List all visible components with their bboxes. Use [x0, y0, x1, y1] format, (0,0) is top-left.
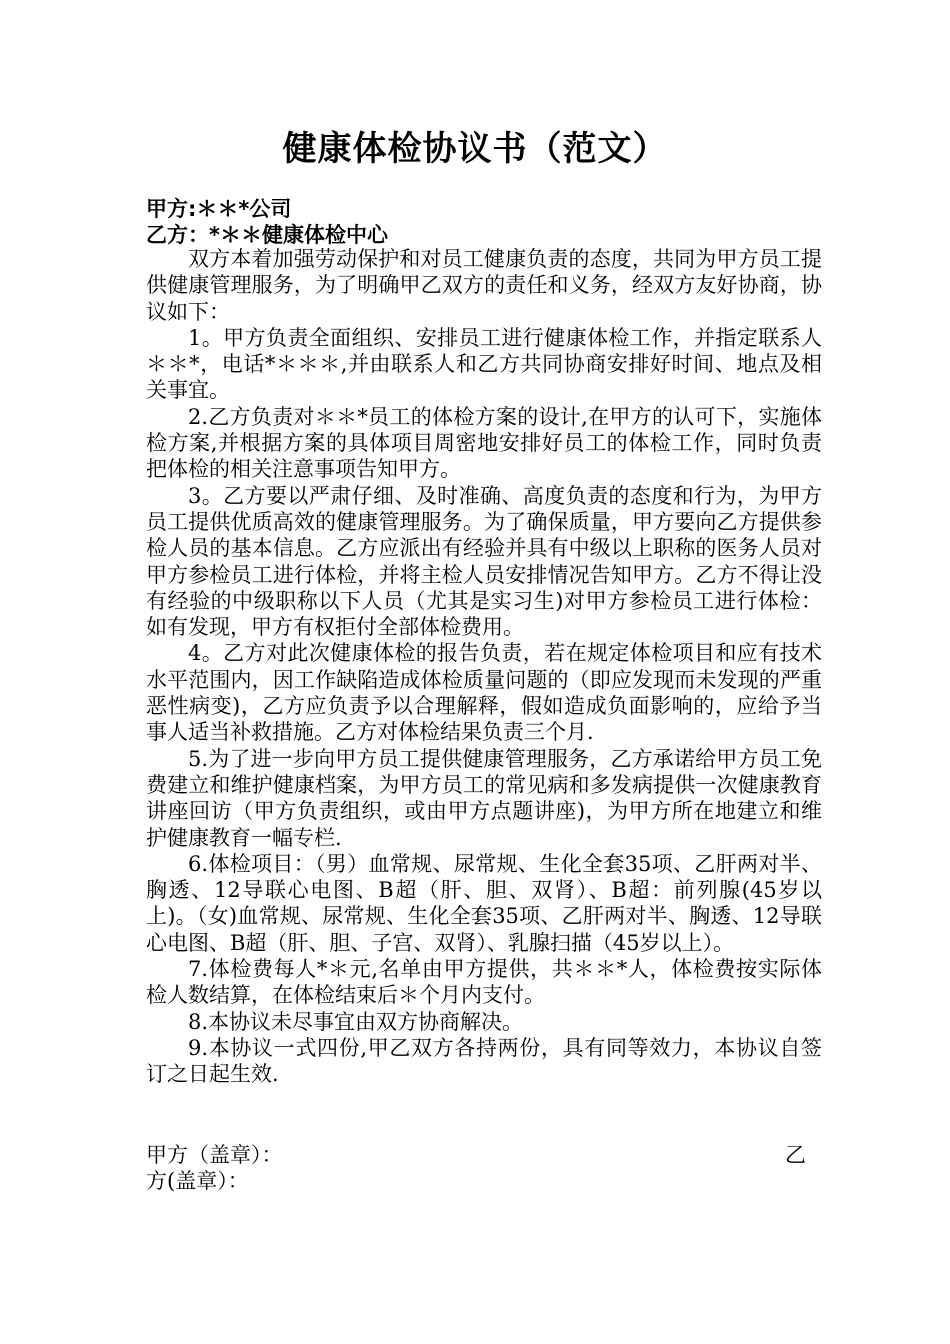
agreement-body — [146, 246, 822, 1088]
signature-row — [146, 1142, 806, 1168]
party-b-seal-label-start: 乙 — [785, 1143, 806, 1167]
clause-6: 6.体检项目：（男）血常规、尿常规、生化全套35项、乙肝两对半、胸透、12导联心电图、B超（肝、胆、双肾）、B超：前列腺(45岁以上)。（女)血常规、尿常规、生化全套35项、乙肝两对半、胸透、12导联心电图、B超（肝、胆、子宫、双肾）、乳腺扫描（45岁以上）。 — [146, 851, 822, 955]
parties-block — [146, 196, 816, 248]
party-a-seal-label: 甲方（盖章）： — [146, 1143, 283, 1167]
document-title: 健康体检协议书（范文） — [282, 129, 668, 169]
party-b-line: 乙方：*＊＊健康体检中心 — [146, 223, 388, 247]
signature-block — [146, 1142, 806, 1194]
clause-3: 3。乙方要以严肃仔细、及时准确、高度负责的态度和行为，为甲方员工提供优质高效的健康管理服务。为了确保质量，甲方要向乙方提供参检人员的基本信息。乙方应派出有经验并具有中级以上职称的医务人员对甲方参检员工进行体检，并将主检人员安排情况告知甲方。乙方不得让没有经验的中级职称以下人员（尤其是实习生)对甲方参检员工进行体检：如有发现，甲方有权拒付全部体检费用。 — [146, 483, 822, 640]
clause-8: 8.本协议未尽事宜由双方协商解决。 — [188, 1009, 524, 1034]
clause-2: 2.乙方负责对＊＊*员工的体检方案的设计,在甲方的认可下，实施体检方案,并根据方案的具体项目周密地安排好员工的体检工作，同时负责把体检的相关注意事项告知甲方。 — [146, 404, 822, 482]
clause-4: 4。乙方对此次健康体检的报告负责，若在规定体检项目和应有技术水平范围内，因工作缺陷造成体检质量问题的（即应发现而未发现的严重恶性病变)，乙方应负责予以合理解释，假如造成负面影响的，应给予当事人适当补救措施。乙方对体检结果负责三个月. — [146, 641, 822, 745]
clause-5: 5.为了进一步向甲方员工提供健康管理服务，乙方承诺给甲方员工免费建立和维护健康档案，为甲方员工的常见病和多发病提供一次健康教育讲座回访（甲方负责组织，或由甲方点题讲座)，为甲方所在地建立和维护健康教育一幅专栏. — [146, 746, 822, 850]
party-b-seal-label-end: 方(盖章）： — [146, 1169, 249, 1193]
clause-7: 7.体检费每人*＊元,名单由甲方提供，共＊＊*人，体检费按实际体检人数结算，在体检结束后＊个月内支付。 — [146, 957, 822, 1008]
party-a-line: 甲方:＊＊*公司 — [146, 197, 292, 221]
intro-paragraph: 双方本着加强劳动保护和对员工健康负责的态度，共同为甲方员工提供健康管理服务，为了明确甲乙双方的责任和义务，经双方友好协商，协议如下： — [146, 247, 822, 324]
clause-1: 1。甲方负责全面组织、安排员工进行健康体检工作，并指定联系人＊＊*，电话*＊＊＊,并由联系人和乙方共同协商安排好时间、地点及相关事宜。 — [146, 325, 822, 403]
clause-9: 9.本协议一式四份,甲乙双方各持两份，具有同等效力，本协议自签订之日起生效. — [146, 1035, 822, 1087]
